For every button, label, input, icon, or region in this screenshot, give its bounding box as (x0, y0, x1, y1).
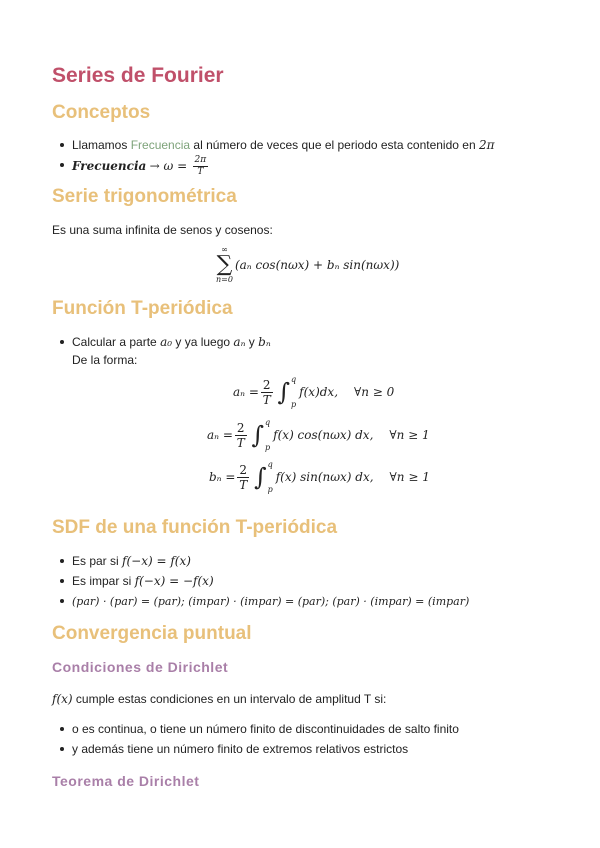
list-item (52, 155, 572, 177)
equation-an0 (233, 375, 394, 409)
summation (216, 246, 233, 284)
math-inline: (par) · (par) = (par); (impar) · (impar) = (par); (par) · (impar) = (impar) (72, 595, 470, 608)
item-text: al número de veces que el periodo esta contenido en (193, 138, 476, 152)
integral-limits (268, 460, 273, 494)
funcion-forma: De la forma: (72, 353, 138, 367)
list-item (52, 551, 582, 571)
fraction (235, 422, 247, 449)
frecuencia-highlight: Frecuencia (130, 138, 191, 152)
eq-body: f(x) cos(nωx) dx, (273, 428, 374, 442)
denominator: T (262, 392, 271, 407)
sum-upper: ∞ (221, 245, 228, 254)
heading-sdf: SDF de una función T-periódica (52, 517, 338, 538)
math-word: Frecuencia (72, 159, 147, 173)
eq-lhs: aₙ = (207, 428, 233, 442)
convergencia-text (52, 691, 386, 707)
conceptos-list (52, 135, 572, 177)
list-item (52, 332, 572, 352)
sum-sign: ∑ (216, 252, 233, 277)
heading-serie: Serie trigonométrica (52, 186, 237, 207)
eq-body: f(x) sin(nωx) dx, (275, 470, 374, 484)
denominator: T (236, 435, 245, 450)
eq-condition: ∀n ≥ 1 (389, 428, 430, 442)
numerator: 2 (239, 462, 248, 477)
integral-sign: ∫ (254, 463, 267, 491)
numerator: 2 (236, 420, 245, 435)
list-item: y además tiene un número finito de extremos relativos estrictos (52, 739, 582, 759)
item-text: y ya luego (175, 335, 231, 349)
item-text: y (248, 335, 255, 349)
math-a0: a₀ (160, 335, 173, 349)
heading-conceptos: Conceptos (52, 102, 151, 123)
eq-lhs: bₙ = (209, 470, 236, 484)
upper-limit: q (291, 375, 297, 384)
integral-sign: ∫ (277, 378, 291, 406)
math-inline: 2π (478, 138, 495, 152)
lower-limit: p (267, 485, 273, 494)
eq-condition: ∀n ≥ 0 (354, 385, 395, 399)
list-item (52, 591, 582, 612)
eq-body: f(x)dx, (299, 385, 339, 399)
item-text: cumple estas condiciones en un intervalo de amplitud T si: (75, 692, 387, 706)
sdf-list (52, 551, 582, 612)
equation-an1 (207, 418, 430, 452)
math-inline: f(x) (52, 692, 73, 706)
denominator: T (239, 477, 248, 492)
math-inline: → ω = (149, 159, 188, 173)
eq-lhs: aₙ = (233, 385, 259, 399)
integral-limits (291, 375, 296, 409)
fraction (261, 379, 273, 406)
upper-limit: q (265, 418, 271, 427)
page-title: Series de Fourier (52, 64, 224, 87)
math-an: aₙ (233, 335, 246, 349)
math-inline: f(−x) = −f(x) (134, 574, 214, 588)
list-item: o es continua, o tiene un número finito de discontinuidades de salto finito (52, 719, 582, 739)
numerator: 2 (262, 377, 271, 392)
serie-text: Es una suma infinita de senos y cosenos: (52, 223, 273, 237)
list-item (52, 135, 572, 155)
sum-lower: n=0 (216, 275, 233, 284)
lower-limit: p (265, 443, 271, 452)
sum-equation (216, 246, 399, 284)
integral-limits (265, 418, 270, 452)
denominator: T (197, 167, 204, 178)
funcion-list (52, 332, 572, 352)
integral-sign: ∫ (251, 421, 265, 449)
math-bn: bₙ (258, 335, 271, 349)
list-item (52, 571, 582, 591)
item-text: Es impar si (72, 574, 132, 588)
subheading-teorema: Teorema de Dirichlet (52, 773, 200, 789)
heading-convergencia: Convergencia puntual (52, 623, 252, 644)
heading-funcion: Función T-periódica (52, 298, 233, 319)
math-inline: f(−x) = f(x) (122, 554, 191, 568)
fraction (237, 464, 249, 491)
condiciones-list (52, 719, 582, 759)
item-text: Llamamos (72, 138, 128, 152)
subheading-condiciones: Condiciones de Dirichlet (52, 659, 229, 675)
item-text: Calcular a parte (72, 335, 157, 349)
numerator: 2π (194, 155, 207, 166)
item-text: Es par si (72, 554, 119, 568)
sum-body: (aₙ cos(nωx) + bₙ sin(nωx)) (234, 258, 400, 272)
fraction (193, 156, 209, 177)
equation-bn (209, 460, 430, 494)
lower-limit: p (291, 400, 297, 409)
eq-condition: ∀n ≥ 1 (389, 470, 430, 484)
upper-limit: q (267, 460, 273, 469)
